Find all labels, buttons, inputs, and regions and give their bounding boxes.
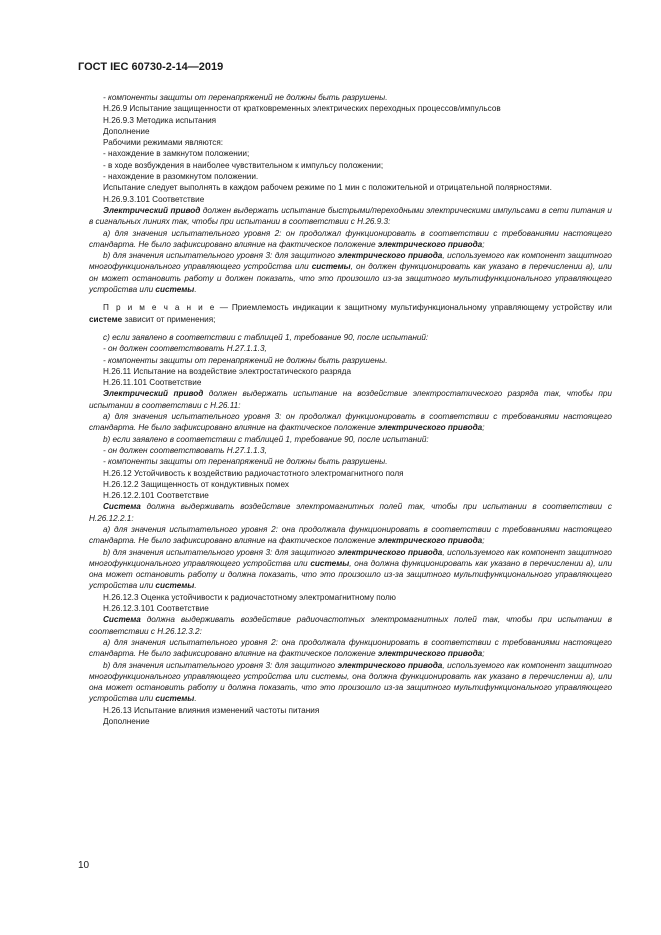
section-heading: Н.26.11 Испытание на воздействие электростатического разряда (103, 366, 351, 376)
section-heading: Н.26.9 Испытание защищенности от кратковременных электрических переходных процессов/импульсов (103, 104, 501, 114)
list-item: - компоненты защиты от перенапряжений не должны быть разрушены. (103, 457, 388, 467)
list-item: - он должен соответствовать Н.27.1.1.3, (103, 445, 267, 455)
list-item: с) если заявлено в соответствии с таблицей 1, требование 90, после испытаний: (103, 332, 429, 342)
paragraph: Электрический привод должен выдержать испытание на воздействие электростатического разряда так, чтобы при испытании в соответствии с Н.26.11: (89, 389, 612, 410)
list-item: - компоненты защиты от перенапряжений не должны быть разрушены. (103, 355, 388, 365)
paragraph: Испытание следует выполнять в каждом рабочем режиме по 1 мин с положительной и отрицательной полярностями. (103, 183, 552, 193)
note: П р и м е ч а н и е — Приемлемость индикации к защитному мультифункциональному управляющему устройству или системе зависит от применения; (89, 303, 612, 324)
section-heading: Н.26.12 Устойчивость к воздействию радиочастотного электромагнитного поля (103, 468, 404, 478)
list-item: - компоненты защиты от перенапряжений не должны быть разрушены. (103, 93, 388, 102)
list-item: a) для значения испытательного уровня 2: она продолжала функционировать в соответствии с требованиями настоящего стандарта. Не было зафиксировано влияние на фактическое положение электрического привода; (89, 637, 612, 659)
section-heading: Н.26.13 Испытание влияния изменений частоты питания (103, 705, 320, 715)
list-item: a) для значения испытательного уровня 3: он продолжал функционировать в соответствии с требованиями настоящего стандарта. Не было зафиксировано влияние на фактическое положение электрического привода; (89, 412, 612, 433)
section-heading: Н.26.12.3.101 Соответствие (103, 604, 209, 614)
section-heading: Н.26.11.101 Соответствие (103, 378, 202, 388)
document-body (89, 92, 612, 727)
section-heading: Н.26.9.3.101 Соответствие (103, 194, 205, 204)
page-number: 10 (78, 860, 90, 871)
paragraph: Дополнение (103, 717, 150, 727)
list-item: - в ходе возбуждения в наиболее чувствительном к импульсу положении; (103, 160, 384, 170)
list-item: - нахождение в разомкнутом положении. (103, 172, 259, 182)
paragraph: Система должна выдерживать воздействие электромагнитных полей так, чтобы при испытании в соответствии с Н.26.12.2.1: (89, 502, 612, 523)
section-heading: Н.26.9.3 Методика испытания (103, 115, 217, 125)
paragraph: Система должна выдерживать воздействие радиочастотных электромагнитных полей так, чтобы при испытании в соответствии с Н.26.12.3.2: (89, 615, 612, 636)
list-item: a) для значения испытательного уровня 2: он продолжал функционировать в соответствии с требованиями настоящего стандарта. Не было зафиксировано влияние на фактическое положение электрического привода; (89, 228, 612, 249)
paragraph: Электрический привод должен выдержать испытание быстрыми/переходными электрическими импульсами в сети питания и в сигнальных линиях так, чтобы при испытании в соответствии с Н.26.9.3: (89, 205, 612, 227)
list-item: b) для значения испытательного уровня 3: для защитного электрического привода, используемого как компонент защитного многофункционального управляющего устройства или системы, она должна функционировать как указано в перечислении а), или она может остановить работу и должна показать, что это произошло из-за защитного мультифункционального управляющего устройства или системы. (89, 660, 612, 704)
paragraph: Дополнение (103, 126, 150, 136)
document-header: ГОСТ IEC 60730-2-14—2019 (78, 61, 224, 73)
list-item: b) для значения испытательного уровня 3: для защитного электрического привода, используемого как компонент защитного многофункционального управляющего устройства или системы, она должна функционировать как указано в перечислении а), или она может остановить работу и должна показать, что это произошло из-за защитного мультифункционального управляющего устройства или системы. (89, 547, 612, 591)
section-heading: Н.26.12.2.101 Соответствие (103, 491, 209, 501)
section-heading: Н.26.12.2 Защищенность от кондуктивных помех (103, 479, 289, 489)
list-item: a) для значения испытательного уровня 2: она продолжала функционировать в соответствии с требованиями настоящего стандарта. Не было зафиксировано влияние на фактическое положение электрического привода; (89, 524, 612, 546)
list-item: - нахождение в замкнутом положении; (103, 149, 250, 159)
list-item: - он должен соответствовать Н.27.1.1.3, (103, 344, 267, 354)
paragraph: Рабочими режимами являются: (103, 138, 224, 148)
section-heading: Н.26.12.3 Оценка устойчивости к радиочастотному электромагнитному полю (103, 592, 396, 602)
list-item: b) если заявлено в соответствии с таблицей 1, требование 90, после испытаний: (103, 434, 429, 444)
list-item: b) для значения испытательного уровня 3: для защитного электрического привода, используемого как компонент защитного многофункционального управляющего устройства или системы, он должен функционировать как указано в перечислении а), или он может остановить работу и должен показать, что это произошло из-за защитного мультифункционального управляющего устройства или системы. (89, 251, 612, 295)
